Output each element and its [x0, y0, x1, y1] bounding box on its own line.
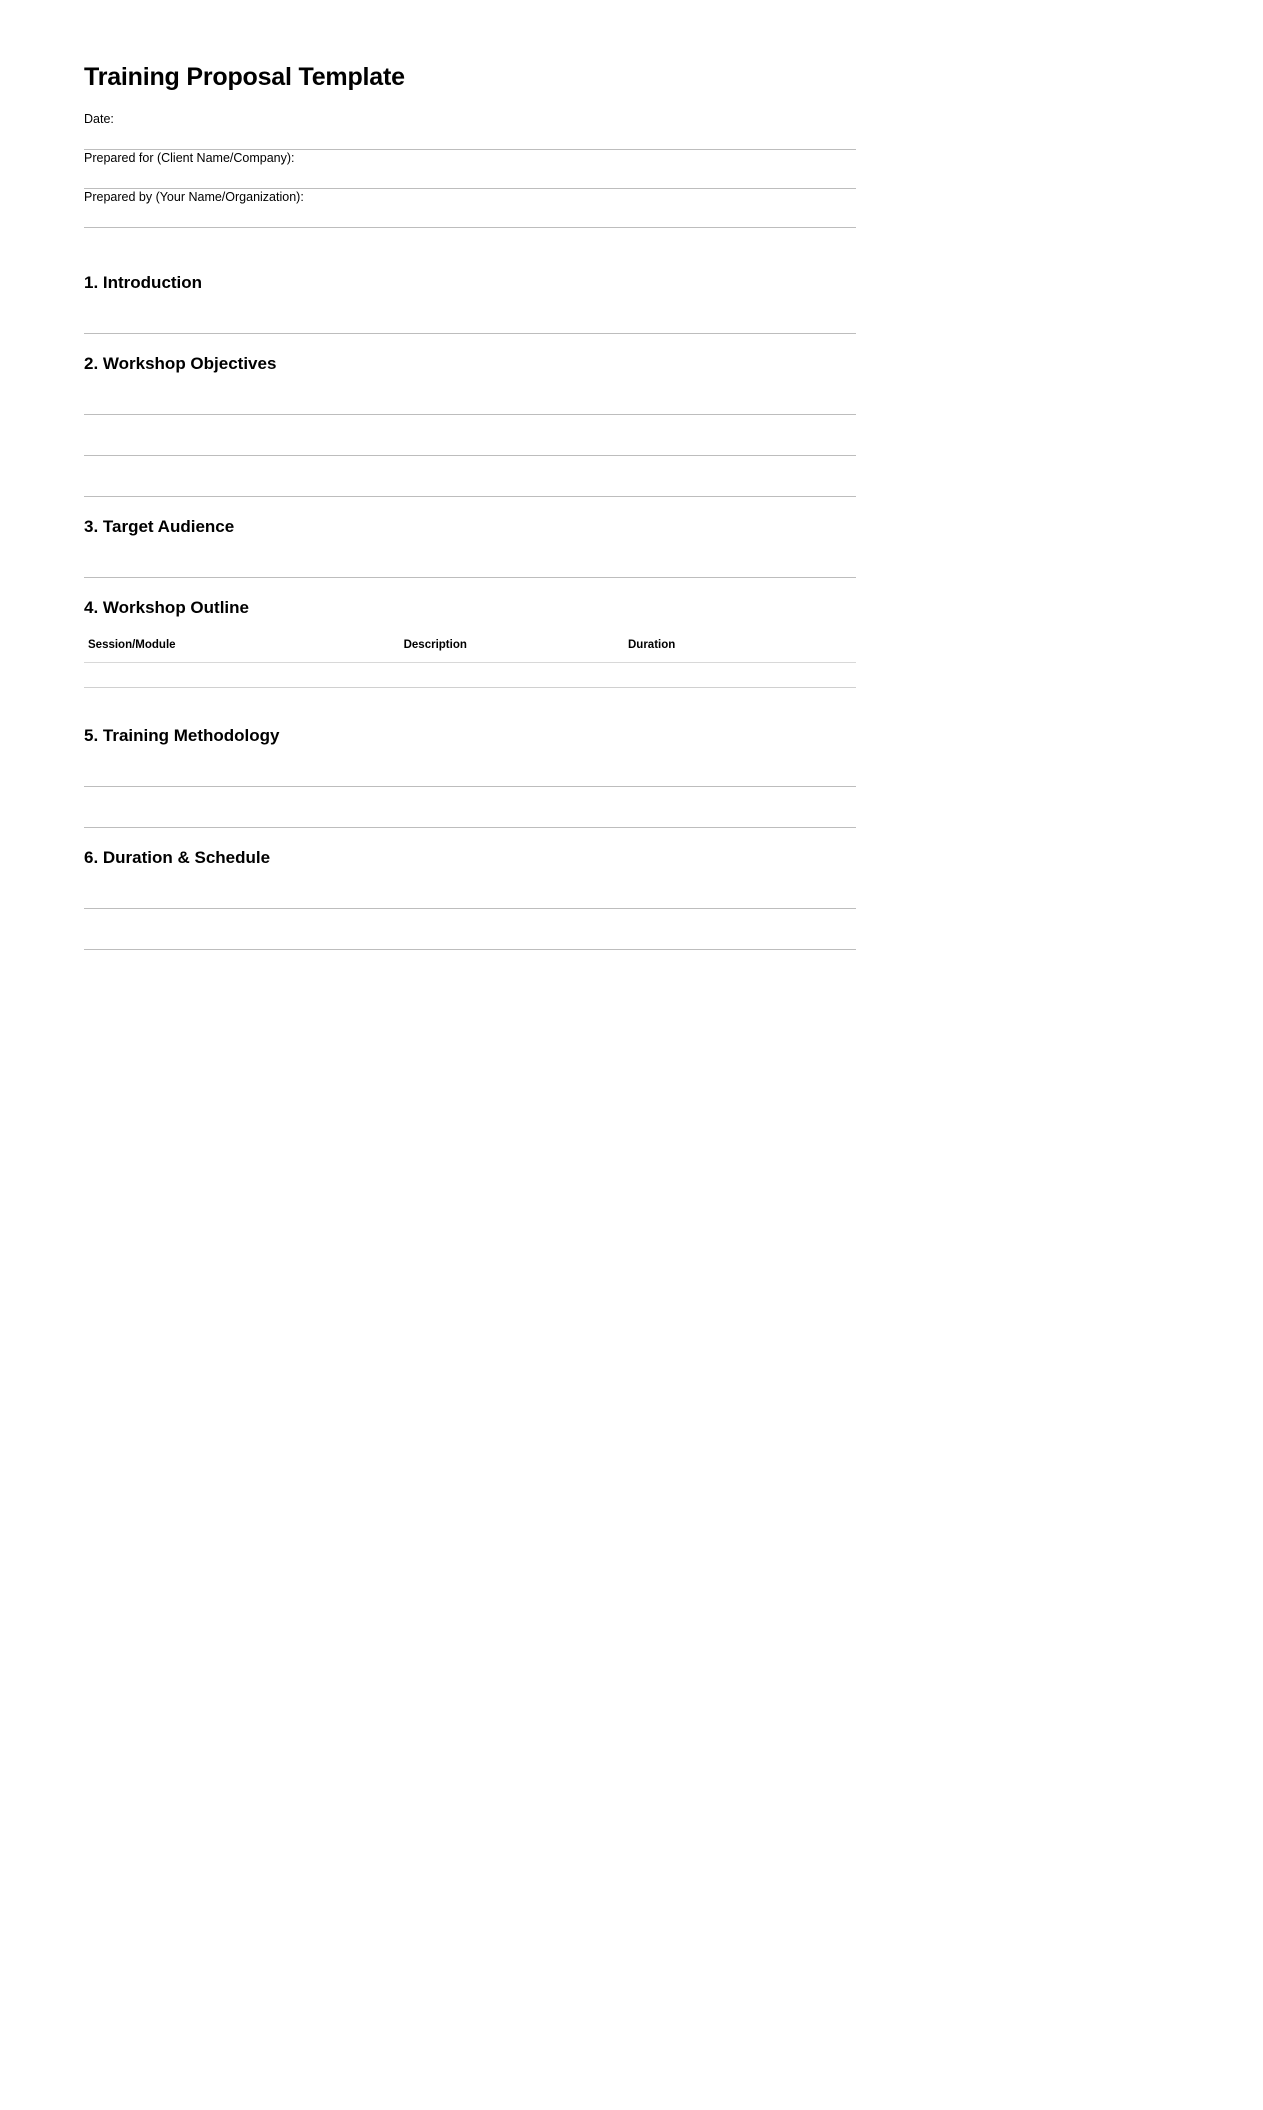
answer-line[interactable]: [84, 415, 856, 456]
field-prepared-for-label: Prepared for (Client Name/Company):: [84, 151, 295, 165]
column-header-session-module: Session/Module: [88, 639, 176, 651]
section-training-methodology: [84, 726, 856, 828]
spacer: [84, 828, 856, 848]
answer-line[interactable]: [84, 537, 856, 578]
column-header-description: Description: [403, 639, 467, 651]
field-date-label: Date:: [84, 112, 114, 126]
spacer: [84, 228, 856, 273]
section-target-audience: [84, 517, 856, 578]
cell-duration[interactable]: [624, 663, 856, 688]
table-header-row: [84, 638, 856, 663]
column-header-duration: Duration: [628, 639, 676, 651]
cell-session-module[interactable]: [84, 663, 400, 688]
section-training-methodology-title: 5. Training Methodology: [84, 726, 280, 745]
section-workshop-outline: [84, 598, 856, 688]
section-workshop-objectives: [84, 354, 856, 497]
section-duration-schedule: [84, 848, 856, 950]
table-body: [84, 663, 856, 688]
table-head: [84, 638, 856, 663]
spacer: [84, 497, 856, 517]
answer-line[interactable]: [84, 909, 856, 950]
section-duration-schedule-title: 6. Duration & Schedule: [84, 848, 271, 867]
section-duration-schedule-lines: [84, 868, 856, 950]
answer-line[interactable]: [84, 456, 856, 497]
field-date-input[interactable]: [84, 127, 856, 150]
section-target-audience-title: 3. Target Audience: [84, 517, 235, 536]
header-fields: [84, 111, 856, 228]
answer-line[interactable]: [84, 746, 856, 787]
field-prepared-for-input[interactable]: [84, 166, 856, 189]
spacer: [84, 334, 856, 354]
table-row[interactable]: [84, 663, 856, 688]
spacer: [84, 688, 856, 726]
page-title: Training Proposal Template: [84, 63, 405, 91]
spacer: [84, 578, 856, 598]
section-workshop-objectives-title: 2. Workshop Objectives: [84, 354, 277, 373]
field-date: [84, 111, 856, 150]
field-prepared-by: [84, 189, 856, 228]
section-introduction: [84, 273, 856, 334]
section-workshop-objectives-lines: [84, 374, 856, 497]
answer-line[interactable]: [84, 868, 856, 909]
field-prepared-for: [84, 150, 856, 189]
cell-description[interactable]: [400, 663, 624, 688]
section-introduction-lines: [84, 293, 856, 334]
section-introduction-title: 1. Introduction: [84, 273, 203, 292]
answer-line[interactable]: [84, 374, 856, 415]
section-target-audience-lines: [84, 537, 856, 578]
workshop-outline-table: [84, 638, 856, 688]
field-prepared-by-input[interactable]: [84, 205, 856, 228]
document-body: [84, 0, 856, 950]
answer-line[interactable]: [84, 293, 856, 334]
answer-line[interactable]: [84, 787, 856, 828]
field-prepared-by-label: Prepared by (Your Name/Organization):: [84, 190, 304, 204]
section-workshop-outline-title: 4. Workshop Outline: [84, 598, 249, 617]
section-training-methodology-lines: [84, 746, 856, 828]
